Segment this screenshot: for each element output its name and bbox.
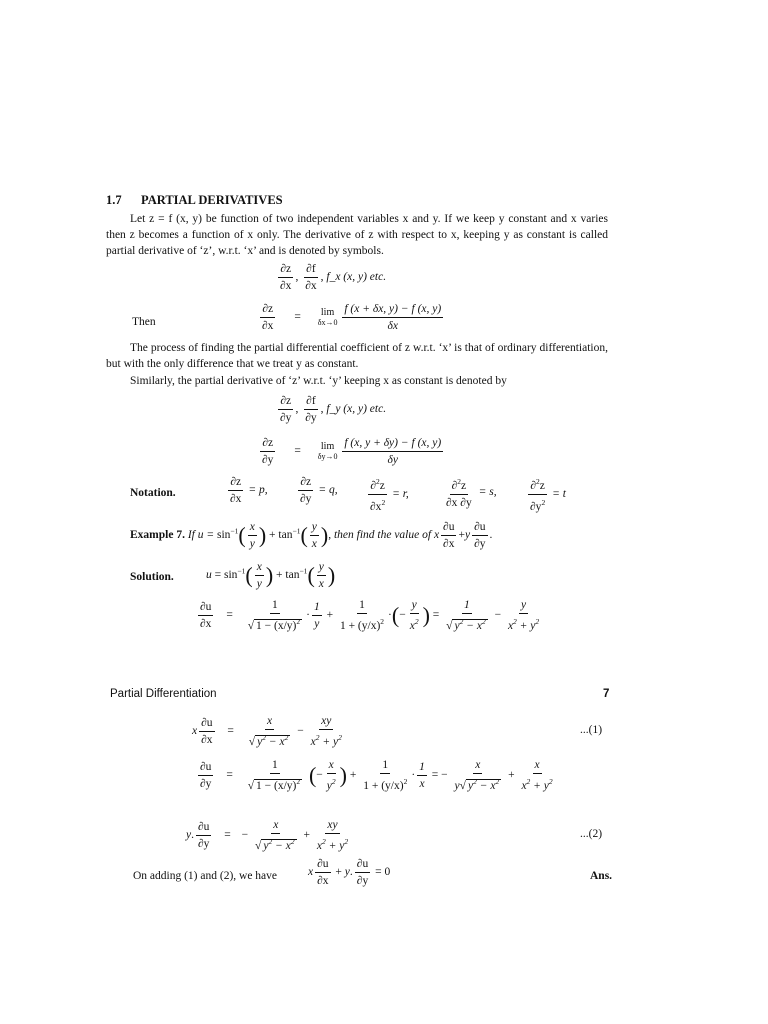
def-y-numerator: f (x, y + δy) − f (x, y) (342, 436, 443, 452)
paragraph-similarly: Similarly, the partial derivative of ‘z’ w.r.t. ‘y’ keeping x as constant is denoted by (130, 375, 507, 387)
solution-du-dy: $\frac{\partial u}{\partial y}$ = $\frac{1}{√ 1 - (x/y)^2}$ (− $\frac{x}{y^2}$ ) + $\frac{1}{1 + (y/x)^2}$ · $\frac{1}{x}$ = − $\frac{x}{y√ y^2 - x^2}$ + $\frac{x}{x^2 + y^2}$ (200, 759, 553, 792)
limit-x: lim δx→0 (317, 306, 338, 327)
section-number: 1.7 (106, 193, 122, 207)
equation-1-tag: ...(1) (580, 724, 603, 736)
solution-du-dx: $\frac{\partial u}{\partial x}$ = $\frac{1}{√ 1 - (x/y)^2}$ · $\frac{1}{y}$ + $\frac{1}{1 + (y/x)^2}$ ·(− $\frac{y}{x^2}$ ) = $\frac{1}{√ y^2 - x^2}$ − $\frac{y}{x^2 + y^2}$ (200, 599, 540, 632)
adding-text: On adding (1) and (2), we have (133, 870, 278, 882)
definition-partial-x: $\frac{\partial z}{\partial x}$ = lim δx→0 $\frac{f (x + \delta x, y) - f (x, y)}{\delta x}$ (262, 303, 442, 332)
paragraph-process: The process of finding the partial differential coefficient of z w.r.t. ‘x’ is that of ordinary differentiation, but with the only difference that we treat y as constant. (106, 342, 608, 370)
example-statement: Example 7. If $u = \sin^{-1}$( $\frac{x}{y}$ ) + $\tan^{-1}$( $\frac{y}{x}$ ), then find the value of x $\frac{\partial u}{\partial x}$ +y $\frac{\partial u}{\partial y}$ . (130, 521, 493, 550)
running-header-title: Partial Differentiation (110, 688, 217, 700)
equation-2-tag: ...(2) (580, 828, 603, 840)
symbols-partial-y: $\frac{\partial z}{\partial y}$ , $\frac{\partial f}{\partial y}$ , f_y (x, y) etc. (280, 395, 387, 424)
definition-partial-y: $\frac{\partial z}{\partial y}$ = lim δy→0 $\frac{f (x, y + \delta y) - f (x, y)}{\delta y}$ (262, 437, 442, 466)
solution-label: Solution. (130, 571, 174, 583)
equation-2: y. $\frac{\partial u}{\partial y}$ = − $\frac{x}{√ y^2 - x^2}$ + $\frac{xy}{x^2 + y^2}$ (186, 819, 349, 852)
page-number: 7 (603, 688, 610, 700)
symbols-partial-x: $\frac{\partial z}{\partial x}$ , $\frac{\partial f}{\partial x}$ , f_x (x, y) etc. (280, 263, 387, 292)
notation-t: $\frac{\partial^2z}{\partial y^2}$ = t (530, 477, 566, 513)
solution-u: $u = \sin^{-1}$( $\frac{x}{y}$ ) + $\tan^{-1}$( $\frac{y}{x}$ ) (206, 561, 336, 590)
def-y-denominator: δy (387, 454, 398, 466)
symbols-x-tail: f_x (x, y) etc. (326, 271, 387, 284)
section-title: PARTIAL DERIVATIVES (141, 193, 283, 207)
then-label: Then (132, 316, 156, 328)
example-label: Example 7. (130, 529, 185, 542)
limit-y: lim δy→0 (317, 440, 338, 461)
def-x-denominator: δx (387, 320, 398, 332)
final-result: x $\frac{\partial u}{\partial x}$ + y. $\frac{\partial u}{\partial y}$ = 0 (308, 858, 391, 887)
notation-label: Notation. (130, 487, 176, 499)
equation-1: x $\frac{\partial u}{\partial x}$ = $\frac{x}{√ y^2 - x^2}$ − $\frac{xy}{x^2 + y^2}$ (192, 715, 342, 748)
symbols-y-tail: f_y (x, y) etc. (326, 403, 387, 416)
notation-p: $\frac{\partial z}{\partial x}$ = p, (230, 476, 268, 505)
paragraph-definition: Let z = f (x, y) be function of two independent variables x and y. If we keep y constant and x varies then z becomes a function of x only. The derivative of z with respect to x, keeping y as constant is called partial derivative of ‘z’, w.r.t. ‘x’ and is denoted by symbols. (106, 213, 608, 257)
notation-r: $\frac{\partial^2z}{\partial x^2}$ = r, (370, 477, 409, 513)
notation-q: $\frac{\partial z}{\partial y}$ = q, (300, 476, 338, 505)
notation-s: $\frac{\partial^2z}{\partial x \partial y}$ = s, (446, 477, 497, 509)
answer-label: Ans. (590, 870, 613, 882)
def-x-numerator: f (x + δx, y) − f (x, y) (342, 302, 443, 318)
